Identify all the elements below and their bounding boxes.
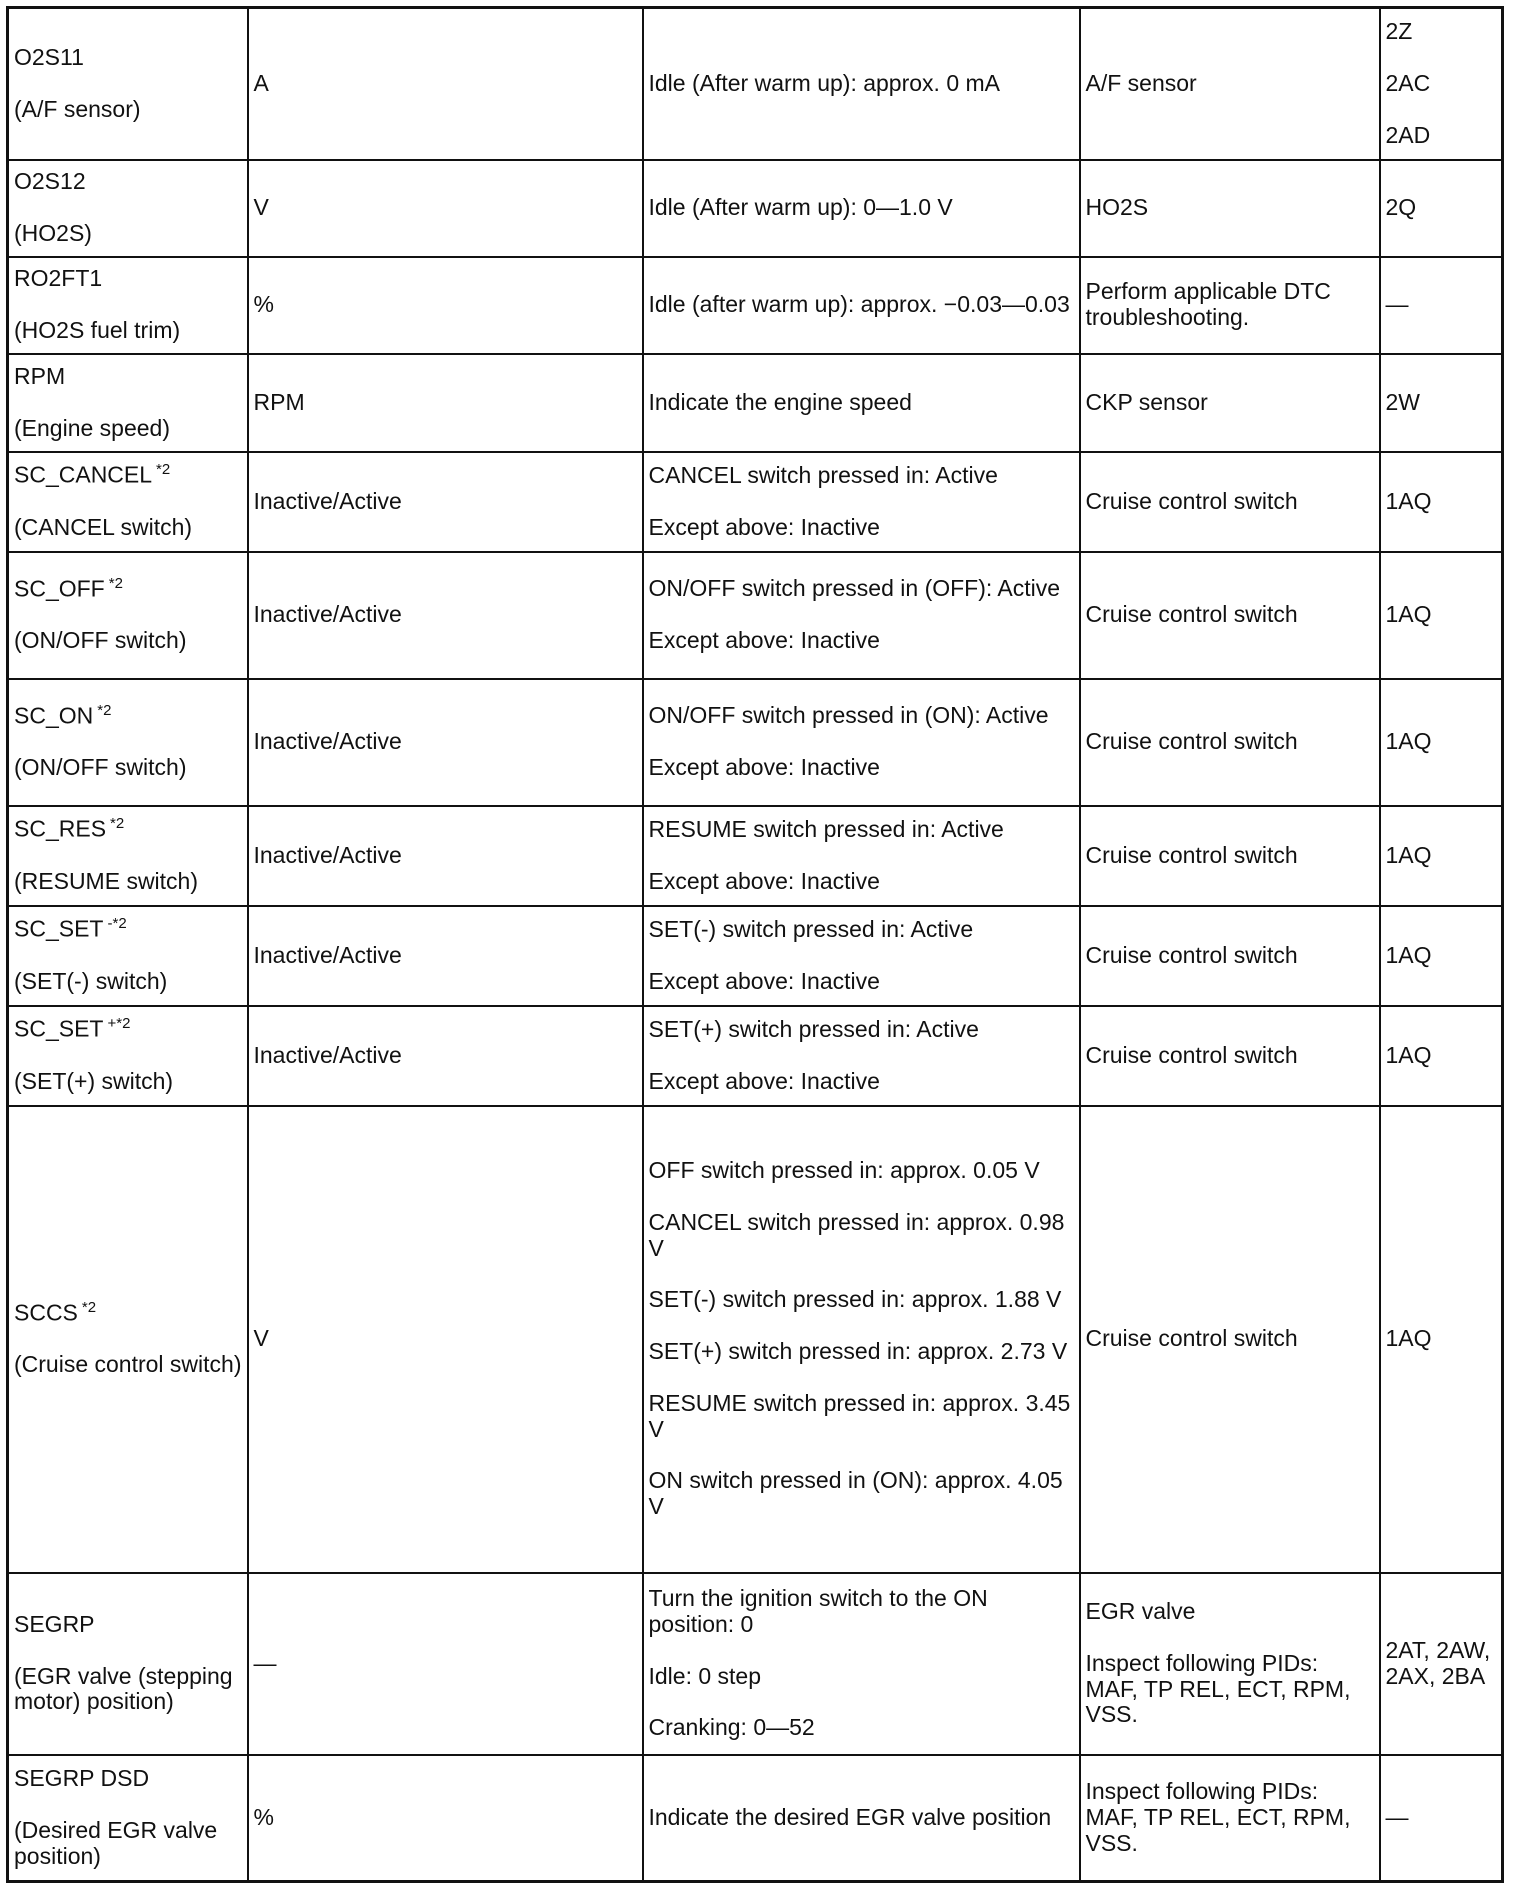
terminal-text: 2Z [1385, 18, 1413, 45]
unit-cell: Inactive/Active [248, 806, 643, 906]
pid-name-cell [8, 1106, 248, 1573]
unit-cell: A [248, 8, 643, 160]
action-text: CKP sensor [1085, 388, 1208, 415]
pid-name: SC_OFF [14, 575, 105, 602]
pid-description: (SET(+) switch) [14, 1067, 174, 1094]
action-text: HO2S [1085, 194, 1149, 221]
action-text: Cruise control switch [1085, 841, 1298, 868]
terminal-cell [1380, 8, 1503, 160]
condition-cell [643, 1755, 1080, 1882]
pid-name-cell [8, 906, 248, 1006]
pid-description: (Cruise control switch) [14, 1351, 242, 1378]
terminal-text: 1AQ [1385, 841, 1432, 868]
action-text: Inspect following PIDs: MAF, TP REL, ECT, RPM, VSS. [1085, 1649, 1351, 1728]
action-text: Cruise control switch [1085, 728, 1298, 755]
condition-cell [643, 806, 1080, 906]
footnote-mark: *2 [97, 701, 112, 719]
condition-text: OFF switch pressed in: approx. 0.05 V [648, 1157, 1040, 1184]
table-row [8, 1106, 1503, 1573]
footnote-mark: *2 [110, 815, 125, 833]
terminal-text: 1AQ [1385, 728, 1432, 755]
pid-name-cell [8, 1006, 248, 1106]
unit-cell: V [248, 1106, 643, 1573]
condition-text: ON/OFF switch pressed in (OFF): Active [648, 575, 1061, 602]
condition-cell [643, 1006, 1080, 1106]
condition-text: RESUME switch pressed in: Active [648, 815, 1004, 842]
footnote-mark: *2 [81, 1298, 97, 1316]
condition-text: Except above: Inactive [648, 867, 880, 894]
pid-table-page [6, 6, 1504, 1883]
pid-description: (Engine speed) [14, 414, 170, 441]
pid-name: SCCS [14, 1299, 78, 1326]
terminal-text: — [1385, 291, 1409, 318]
terminal-text: 2AT, 2AW, 2AX, 2BA [1385, 1636, 1491, 1689]
terminal-text: 2Q [1385, 194, 1417, 221]
condition-cell [643, 160, 1080, 257]
terminal-text: 1AQ [1385, 601, 1432, 628]
pid-name: O2S12 [14, 168, 86, 195]
pid-description: (A/F sensor) [14, 95, 141, 122]
table-row [8, 679, 1503, 806]
pid-description: (ON/OFF switch) [14, 754, 187, 781]
pid-description: (CANCEL switch) [14, 513, 193, 540]
condition-cell [643, 1106, 1080, 1573]
pid-name-cell [8, 354, 248, 452]
terminal-text: 1AQ [1385, 941, 1432, 968]
pid-name-cell [8, 1573, 248, 1755]
action-cell [1080, 906, 1380, 1006]
unit-cell: % [248, 257, 643, 354]
condition-text: SET(-) switch pressed in: Active [648, 915, 974, 942]
table-row [8, 257, 1503, 354]
terminal-text: 1AQ [1385, 487, 1432, 514]
action-cell [1080, 160, 1380, 257]
condition-cell [643, 679, 1080, 806]
condition-text: CANCEL switch pressed in: approx. 0.98 V [648, 1208, 1065, 1261]
footnote-mark: *2 [156, 461, 171, 479]
condition-text: Except above: Inactive [648, 513, 880, 540]
unit-cell: V [248, 160, 643, 257]
terminal-cell [1380, 257, 1503, 354]
table-row [8, 906, 1503, 1006]
unit-cell: % [248, 1755, 643, 1882]
pid-name-cell [8, 1755, 248, 1882]
terminal-cell [1380, 679, 1503, 806]
action-text: EGR valve [1085, 1598, 1196, 1624]
condition-text: Turn the ignition switch to the ON position: 0 [648, 1585, 988, 1637]
condition-text: SET(-) switch pressed in: approx. 1.88 V [648, 1286, 1062, 1313]
pid-name-cell [8, 552, 248, 679]
condition-cell [643, 552, 1080, 679]
terminal-text: 2AC [1385, 69, 1431, 96]
table-row [8, 806, 1503, 906]
action-cell [1080, 1106, 1380, 1573]
pid-name-cell [8, 679, 248, 806]
table-row [8, 1573, 1503, 1755]
terminal-cell [1380, 1006, 1503, 1106]
condition-text: Idle: 0 step [648, 1662, 762, 1689]
terminal-cell [1380, 1573, 1503, 1755]
terminal-cell [1380, 452, 1503, 552]
terminal-cell [1380, 1755, 1503, 1882]
pid-name: SC_CANCEL [14, 462, 153, 489]
action-text: Cruise control switch [1085, 1325, 1298, 1352]
pid-name: RPM [14, 362, 66, 389]
pid-name: RO2FT1 [14, 265, 103, 292]
condition-cell [643, 354, 1080, 452]
unit-cell: Inactive/Active [248, 1006, 643, 1106]
pid-name: SC_SET [14, 916, 104, 943]
condition-text: Except above: Inactive [648, 754, 880, 780]
condition-text: CANCEL switch pressed in: Active [648, 461, 998, 488]
condition-text: Idle (After warm up): 0—1.0 V [648, 194, 953, 221]
footnote-mark: *2 [108, 574, 123, 592]
unit-cell: Inactive/Active [248, 552, 643, 679]
action-cell [1080, 354, 1380, 452]
condition-text: ON/OFF switch pressed in (ON): Active [648, 702, 1049, 729]
pid-name-cell [8, 257, 248, 354]
action-cell [1080, 1755, 1380, 1882]
action-text: Inspect following PIDs: MAF, TP REL, ECT, RPM, VSS. [1085, 1778, 1351, 1856]
terminal-text: 2W [1385, 388, 1420, 415]
pid-name: SC_SET [14, 1016, 104, 1043]
condition-cell [643, 906, 1080, 1006]
pid-name: SC_ON [14, 702, 94, 729]
condition-text: Indicate the desired EGR valve position [648, 1803, 1052, 1830]
pid-name-cell [8, 452, 248, 552]
action-cell [1080, 452, 1380, 552]
table-row [8, 160, 1503, 257]
terminal-cell [1380, 806, 1503, 906]
condition-text: ON switch pressed in (ON): approx. 4.05 V [648, 1467, 1063, 1520]
unit-cell: Inactive/Active [248, 452, 643, 552]
pid-name: SEGRP [14, 1610, 95, 1637]
condition-text: SET(+) switch pressed in: Active [648, 1015, 979, 1042]
action-cell [1080, 8, 1380, 160]
condition-cell [643, 452, 1080, 552]
action-text: Cruise control switch [1085, 487, 1298, 514]
unit-cell: — [248, 1573, 643, 1755]
condition-text: Except above: Inactive [648, 1067, 880, 1094]
footnote-mark: -*2 [107, 915, 127, 933]
table-row [8, 1006, 1503, 1106]
condition-text: Idle (after warm up): approx. −0.03—0.03 [648, 291, 1070, 318]
action-cell [1080, 806, 1380, 906]
pid-description: (SET(-) switch) [14, 967, 168, 994]
terminal-cell [1380, 552, 1503, 679]
pid-name: O2S11 [14, 44, 84, 70]
action-text: A/F sensor [1085, 69, 1197, 96]
action-text: Perform applicable DTC troubleshooting. [1085, 278, 1331, 330]
terminal-cell [1380, 906, 1503, 1006]
table-row [8, 1755, 1503, 1882]
condition-text: Cranking: 0—52 [648, 1714, 815, 1741]
pid-name: SEGRP DSD [14, 1765, 150, 1792]
action-cell [1080, 552, 1380, 679]
terminal-text: — [1385, 1803, 1409, 1830]
pid-description: (ON/OFF switch) [14, 627, 187, 654]
table-row [8, 354, 1503, 452]
condition-cell [643, 1573, 1080, 1755]
pid-name-cell [8, 806, 248, 906]
pid-name-cell [8, 8, 248, 160]
table-row [8, 452, 1503, 552]
condition-cell [643, 8, 1080, 160]
terminal-text: 1AQ [1385, 1041, 1432, 1068]
pid-description: (EGR valve (stepping motor) position) [14, 1662, 233, 1715]
terminal-text: 1AQ [1385, 1325, 1432, 1352]
pid-name-cell [8, 160, 248, 257]
condition-text: Except above: Inactive [648, 627, 880, 653]
action-text: Cruise control switch [1085, 1041, 1298, 1068]
pid-description: (RESUME switch) [14, 867, 199, 894]
terminal-text: 2AD [1385, 121, 1431, 148]
table-row [8, 8, 1503, 160]
terminal-cell [1380, 160, 1503, 257]
unit-cell: Inactive/Active [248, 906, 643, 1006]
action-cell [1080, 679, 1380, 806]
condition-cell [643, 257, 1080, 354]
unit-cell: RPM [248, 354, 643, 452]
footnote-mark: +*2 [107, 1015, 131, 1033]
condition-text: Except above: Inactive [648, 967, 880, 994]
action-text: Cruise control switch [1085, 601, 1298, 628]
condition-text: Indicate the engine speed [648, 388, 912, 415]
action-text: Cruise control switch [1085, 941, 1298, 968]
table-row [8, 552, 1503, 679]
terminal-cell [1380, 354, 1503, 452]
action-cell [1080, 257, 1380, 354]
action-cell [1080, 1573, 1380, 1755]
pid-monitor-table [6, 6, 1504, 1883]
terminal-cell [1380, 1106, 1503, 1573]
condition-text: SET(+) switch pressed in: approx. 2.73 V [648, 1338, 1068, 1365]
pid-description: (Desired EGR valve position) [14, 1816, 218, 1869]
condition-text: Idle (After warm up): approx. 0 mA [648, 69, 1001, 96]
pid-description: (HO2S) [14, 220, 92, 246]
condition-text: RESUME switch pressed in: approx. 3.45 V [648, 1389, 1071, 1442]
pid-name: SC_RES [14, 816, 107, 843]
unit-cell: Inactive/Active [248, 679, 643, 806]
action-cell [1080, 1006, 1380, 1106]
pid-description: (HO2S fuel trim) [14, 317, 181, 343]
